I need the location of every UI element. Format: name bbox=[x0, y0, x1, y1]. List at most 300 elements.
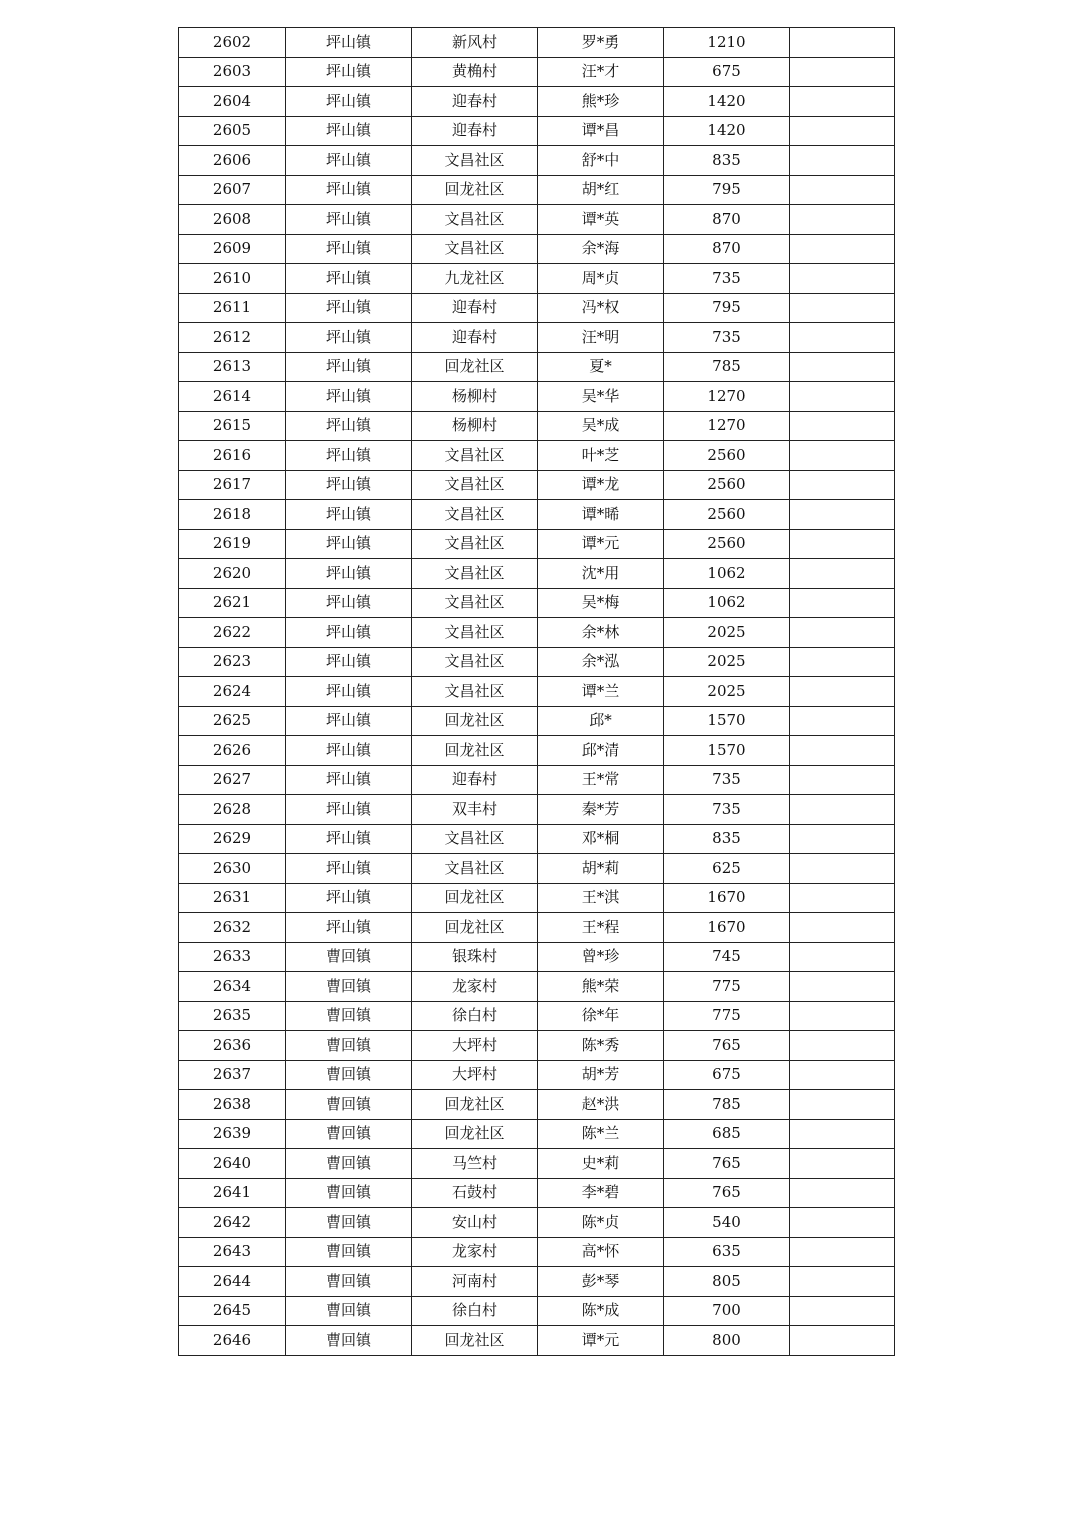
amount-cell: 745 bbox=[664, 942, 790, 972]
note-cell bbox=[790, 706, 895, 736]
table-row bbox=[179, 441, 895, 471]
amount-cell: 2025 bbox=[664, 677, 790, 707]
amount-cell: 1062 bbox=[664, 588, 790, 618]
village-cell: 文昌社区 bbox=[412, 529, 538, 559]
note-cell bbox=[790, 677, 895, 707]
table-row bbox=[179, 972, 895, 1002]
row-number-cell: 2620 bbox=[179, 559, 286, 589]
row-number-cell: 2610 bbox=[179, 264, 286, 294]
note-cell bbox=[790, 1031, 895, 1061]
village-cell: 迎春村 bbox=[412, 765, 538, 795]
row-number-cell: 2632 bbox=[179, 913, 286, 943]
table-row bbox=[179, 28, 895, 58]
note-cell bbox=[790, 146, 895, 176]
town-cell: 坪山镇 bbox=[286, 323, 412, 353]
note-cell bbox=[790, 382, 895, 412]
row-number-cell: 2619 bbox=[179, 529, 286, 559]
row-number-cell: 2613 bbox=[179, 352, 286, 382]
note-cell bbox=[790, 57, 895, 87]
village-cell: 徐白村 bbox=[412, 1001, 538, 1031]
amount-cell: 2560 bbox=[664, 529, 790, 559]
amount-cell: 735 bbox=[664, 264, 790, 294]
table-row bbox=[179, 765, 895, 795]
town-cell: 坪山镇 bbox=[286, 765, 412, 795]
name-cell: 秦*芳 bbox=[538, 795, 664, 825]
village-cell: 迎春村 bbox=[412, 293, 538, 323]
village-cell: 九龙社区 bbox=[412, 264, 538, 294]
table-row bbox=[179, 352, 895, 382]
name-cell: 谭*兰 bbox=[538, 677, 664, 707]
table-row bbox=[179, 1001, 895, 1031]
amount-cell: 2025 bbox=[664, 647, 790, 677]
table-row bbox=[179, 854, 895, 884]
note-cell bbox=[790, 736, 895, 766]
name-cell: 冯*权 bbox=[538, 293, 664, 323]
town-cell: 曹回镇 bbox=[286, 1119, 412, 1149]
row-number-cell: 2639 bbox=[179, 1119, 286, 1149]
name-cell: 谭*龙 bbox=[538, 470, 664, 500]
name-cell: 余*泓 bbox=[538, 647, 664, 677]
village-cell: 文昌社区 bbox=[412, 205, 538, 235]
name-cell: 王*程 bbox=[538, 913, 664, 943]
town-cell: 曹回镇 bbox=[286, 1237, 412, 1267]
amount-cell: 1670 bbox=[664, 883, 790, 913]
row-number-cell: 2645 bbox=[179, 1296, 286, 1326]
name-cell: 汪*才 bbox=[538, 57, 664, 87]
name-cell: 谭*元 bbox=[538, 1326, 664, 1356]
town-cell: 坪山镇 bbox=[286, 559, 412, 589]
table-row bbox=[179, 323, 895, 353]
amount-cell: 805 bbox=[664, 1267, 790, 1297]
village-cell: 回龙社区 bbox=[412, 175, 538, 205]
amount-cell: 765 bbox=[664, 1149, 790, 1179]
row-number-cell: 2608 bbox=[179, 205, 286, 235]
village-cell: 文昌社区 bbox=[412, 588, 538, 618]
note-cell bbox=[790, 1119, 895, 1149]
row-number-cell: 2643 bbox=[179, 1237, 286, 1267]
village-cell: 石鼓村 bbox=[412, 1178, 538, 1208]
village-cell: 文昌社区 bbox=[412, 647, 538, 677]
village-cell: 回龙社区 bbox=[412, 1326, 538, 1356]
town-cell: 坪山镇 bbox=[286, 264, 412, 294]
name-cell: 陈*成 bbox=[538, 1296, 664, 1326]
note-cell bbox=[790, 1001, 895, 1031]
amount-cell: 775 bbox=[664, 972, 790, 1002]
name-cell: 陈*兰 bbox=[538, 1119, 664, 1149]
name-cell: 王*淇 bbox=[538, 883, 664, 913]
name-cell: 沈*用 bbox=[538, 559, 664, 589]
amount-cell: 1420 bbox=[664, 87, 790, 117]
table-row bbox=[179, 1090, 895, 1120]
note-cell bbox=[790, 1208, 895, 1238]
name-cell: 余*海 bbox=[538, 234, 664, 264]
table-row bbox=[179, 234, 895, 264]
row-number-cell: 2611 bbox=[179, 293, 286, 323]
town-cell: 坪山镇 bbox=[286, 28, 412, 58]
village-cell: 迎春村 bbox=[412, 87, 538, 117]
table-row bbox=[179, 293, 895, 323]
records-table-body bbox=[179, 28, 895, 1356]
table-row bbox=[179, 824, 895, 854]
note-cell bbox=[790, 883, 895, 913]
name-cell: 李*碧 bbox=[538, 1178, 664, 1208]
village-cell: 文昌社区 bbox=[412, 234, 538, 264]
note-cell bbox=[790, 87, 895, 117]
town-cell: 坪山镇 bbox=[286, 116, 412, 146]
note-cell bbox=[790, 854, 895, 884]
name-cell: 陈*秀 bbox=[538, 1031, 664, 1061]
row-number-cell: 2622 bbox=[179, 618, 286, 648]
town-cell: 曹回镇 bbox=[286, 1178, 412, 1208]
row-number-cell: 2625 bbox=[179, 706, 286, 736]
town-cell: 曹回镇 bbox=[286, 1208, 412, 1238]
table-row bbox=[179, 795, 895, 825]
amount-cell: 785 bbox=[664, 1090, 790, 1120]
amount-cell: 785 bbox=[664, 352, 790, 382]
row-number-cell: 2617 bbox=[179, 470, 286, 500]
village-cell: 文昌社区 bbox=[412, 677, 538, 707]
amount-cell: 870 bbox=[664, 234, 790, 264]
town-cell: 曹回镇 bbox=[286, 972, 412, 1002]
records-table bbox=[178, 27, 895, 1356]
name-cell: 熊*荣 bbox=[538, 972, 664, 1002]
name-cell: 史*莉 bbox=[538, 1149, 664, 1179]
table-row bbox=[179, 411, 895, 441]
town-cell: 曹回镇 bbox=[286, 1031, 412, 1061]
name-cell: 熊*珍 bbox=[538, 87, 664, 117]
note-cell bbox=[790, 765, 895, 795]
amount-cell: 765 bbox=[664, 1031, 790, 1061]
row-number-cell: 2629 bbox=[179, 824, 286, 854]
name-cell: 舒*中 bbox=[538, 146, 664, 176]
amount-cell: 735 bbox=[664, 765, 790, 795]
note-cell bbox=[790, 1326, 895, 1356]
row-number-cell: 2604 bbox=[179, 87, 286, 117]
village-cell: 迎春村 bbox=[412, 323, 538, 353]
row-number-cell: 2621 bbox=[179, 588, 286, 618]
note-cell bbox=[790, 264, 895, 294]
town-cell: 坪山镇 bbox=[286, 205, 412, 235]
amount-cell: 765 bbox=[664, 1178, 790, 1208]
table-row bbox=[179, 205, 895, 235]
table-row bbox=[179, 942, 895, 972]
village-cell: 回龙社区 bbox=[412, 736, 538, 766]
table-row bbox=[179, 618, 895, 648]
row-number-cell: 2615 bbox=[179, 411, 286, 441]
row-number-cell: 2609 bbox=[179, 234, 286, 264]
note-cell bbox=[790, 1296, 895, 1326]
amount-cell: 1570 bbox=[664, 706, 790, 736]
amount-cell: 2560 bbox=[664, 500, 790, 530]
amount-cell: 735 bbox=[664, 323, 790, 353]
table-row bbox=[179, 883, 895, 913]
amount-cell: 735 bbox=[664, 795, 790, 825]
note-cell bbox=[790, 647, 895, 677]
amount-cell: 685 bbox=[664, 1119, 790, 1149]
name-cell: 余*林 bbox=[538, 618, 664, 648]
note-cell bbox=[790, 588, 895, 618]
table-row bbox=[179, 1060, 895, 1090]
name-cell: 谭*晞 bbox=[538, 500, 664, 530]
village-cell: 回龙社区 bbox=[412, 1119, 538, 1149]
row-number-cell: 2627 bbox=[179, 765, 286, 795]
table-row bbox=[179, 1149, 895, 1179]
amount-cell: 675 bbox=[664, 1060, 790, 1090]
village-cell: 回龙社区 bbox=[412, 706, 538, 736]
town-cell: 坪山镇 bbox=[286, 736, 412, 766]
row-number-cell: 2644 bbox=[179, 1267, 286, 1297]
name-cell: 徐*年 bbox=[538, 1001, 664, 1031]
table-row bbox=[179, 588, 895, 618]
amount-cell: 2560 bbox=[664, 441, 790, 471]
town-cell: 曹回镇 bbox=[286, 1060, 412, 1090]
village-cell: 大坪村 bbox=[412, 1060, 538, 1090]
name-cell: 胡*红 bbox=[538, 175, 664, 205]
town-cell: 曹回镇 bbox=[286, 1267, 412, 1297]
village-cell: 安山村 bbox=[412, 1208, 538, 1238]
table-row bbox=[179, 116, 895, 146]
village-cell: 文昌社区 bbox=[412, 470, 538, 500]
town-cell: 坪山镇 bbox=[286, 234, 412, 264]
town-cell: 坪山镇 bbox=[286, 913, 412, 943]
amount-cell: 635 bbox=[664, 1237, 790, 1267]
village-cell: 双丰村 bbox=[412, 795, 538, 825]
amount-cell: 540 bbox=[664, 1208, 790, 1238]
table-row bbox=[179, 1031, 895, 1061]
row-number-cell: 2637 bbox=[179, 1060, 286, 1090]
name-cell: 王*常 bbox=[538, 765, 664, 795]
table-row bbox=[179, 706, 895, 736]
note-cell bbox=[790, 293, 895, 323]
name-cell: 谭*元 bbox=[538, 529, 664, 559]
amount-cell: 870 bbox=[664, 205, 790, 235]
row-number-cell: 2602 bbox=[179, 28, 286, 58]
village-cell: 马竺村 bbox=[412, 1149, 538, 1179]
amount-cell: 2025 bbox=[664, 618, 790, 648]
table-row bbox=[179, 1296, 895, 1326]
village-cell: 黄桷村 bbox=[412, 57, 538, 87]
amount-cell: 835 bbox=[664, 146, 790, 176]
village-cell: 龙家村 bbox=[412, 972, 538, 1002]
row-number-cell: 2642 bbox=[179, 1208, 286, 1238]
town-cell: 曹回镇 bbox=[286, 1326, 412, 1356]
town-cell: 坪山镇 bbox=[286, 706, 412, 736]
note-cell bbox=[790, 1090, 895, 1120]
note-cell bbox=[790, 352, 895, 382]
name-cell: 周*贞 bbox=[538, 264, 664, 294]
note-cell bbox=[790, 942, 895, 972]
table-row bbox=[179, 1178, 895, 1208]
amount-cell: 1270 bbox=[664, 411, 790, 441]
row-number-cell: 2623 bbox=[179, 647, 286, 677]
table-row bbox=[179, 382, 895, 412]
row-number-cell: 2641 bbox=[179, 1178, 286, 1208]
table-row bbox=[179, 57, 895, 87]
table-row bbox=[179, 677, 895, 707]
town-cell: 坪山镇 bbox=[286, 677, 412, 707]
town-cell: 坪山镇 bbox=[286, 441, 412, 471]
table-row bbox=[179, 470, 895, 500]
table-row bbox=[179, 500, 895, 530]
table-row bbox=[179, 529, 895, 559]
table-row bbox=[179, 87, 895, 117]
town-cell: 坪山镇 bbox=[286, 470, 412, 500]
village-cell: 龙家村 bbox=[412, 1237, 538, 1267]
name-cell: 吴*梅 bbox=[538, 588, 664, 618]
town-cell: 坪山镇 bbox=[286, 883, 412, 913]
town-cell: 坪山镇 bbox=[286, 588, 412, 618]
note-cell bbox=[790, 441, 895, 471]
name-cell: 吴*成 bbox=[538, 411, 664, 441]
name-cell: 高*怀 bbox=[538, 1237, 664, 1267]
note-cell bbox=[790, 1178, 895, 1208]
village-cell: 文昌社区 bbox=[412, 500, 538, 530]
row-number-cell: 2638 bbox=[179, 1090, 286, 1120]
village-cell: 徐白村 bbox=[412, 1296, 538, 1326]
name-cell: 胡*莉 bbox=[538, 854, 664, 884]
name-cell: 邱* bbox=[538, 706, 664, 736]
row-number-cell: 2631 bbox=[179, 883, 286, 913]
amount-cell: 675 bbox=[664, 57, 790, 87]
row-number-cell: 2612 bbox=[179, 323, 286, 353]
note-cell bbox=[790, 1237, 895, 1267]
table-row bbox=[179, 647, 895, 677]
row-number-cell: 2628 bbox=[179, 795, 286, 825]
table-row bbox=[179, 1119, 895, 1149]
name-cell: 赵*洪 bbox=[538, 1090, 664, 1120]
amount-cell: 795 bbox=[664, 293, 790, 323]
name-cell: 吴*华 bbox=[538, 382, 664, 412]
note-cell bbox=[790, 972, 895, 1002]
note-cell bbox=[790, 205, 895, 235]
town-cell: 坪山镇 bbox=[286, 146, 412, 176]
village-cell: 大坪村 bbox=[412, 1031, 538, 1061]
village-cell: 文昌社区 bbox=[412, 854, 538, 884]
amount-cell: 700 bbox=[664, 1296, 790, 1326]
town-cell: 坪山镇 bbox=[286, 352, 412, 382]
town-cell: 曹回镇 bbox=[286, 1149, 412, 1179]
town-cell: 坪山镇 bbox=[286, 854, 412, 884]
table-row bbox=[179, 1267, 895, 1297]
name-cell: 邱*清 bbox=[538, 736, 664, 766]
amount-cell: 835 bbox=[664, 824, 790, 854]
row-number-cell: 2646 bbox=[179, 1326, 286, 1356]
village-cell: 文昌社区 bbox=[412, 146, 538, 176]
town-cell: 坪山镇 bbox=[286, 647, 412, 677]
note-cell bbox=[790, 529, 895, 559]
note-cell bbox=[790, 1060, 895, 1090]
table-row bbox=[179, 175, 895, 205]
village-cell: 文昌社区 bbox=[412, 441, 538, 471]
town-cell: 坪山镇 bbox=[286, 293, 412, 323]
village-cell: 迎春村 bbox=[412, 116, 538, 146]
village-cell: 文昌社区 bbox=[412, 824, 538, 854]
town-cell: 坪山镇 bbox=[286, 382, 412, 412]
town-cell: 坪山镇 bbox=[286, 175, 412, 205]
town-cell: 坪山镇 bbox=[286, 411, 412, 441]
row-number-cell: 2626 bbox=[179, 736, 286, 766]
town-cell: 曹回镇 bbox=[286, 1296, 412, 1326]
note-cell bbox=[790, 323, 895, 353]
note-cell bbox=[790, 500, 895, 530]
village-cell: 文昌社区 bbox=[412, 559, 538, 589]
row-number-cell: 2618 bbox=[179, 500, 286, 530]
name-cell: 曾*珍 bbox=[538, 942, 664, 972]
note-cell bbox=[790, 411, 895, 441]
town-cell: 曹回镇 bbox=[286, 942, 412, 972]
row-number-cell: 2633 bbox=[179, 942, 286, 972]
note-cell bbox=[790, 824, 895, 854]
village-cell: 新风村 bbox=[412, 28, 538, 58]
note-cell bbox=[790, 913, 895, 943]
village-cell: 文昌社区 bbox=[412, 618, 538, 648]
table-row bbox=[179, 1237, 895, 1267]
town-cell: 曹回镇 bbox=[286, 1090, 412, 1120]
row-number-cell: 2640 bbox=[179, 1149, 286, 1179]
note-cell bbox=[790, 470, 895, 500]
town-cell: 坪山镇 bbox=[286, 824, 412, 854]
village-cell: 回龙社区 bbox=[412, 1090, 538, 1120]
table-row bbox=[179, 1326, 895, 1356]
village-cell: 杨柳村 bbox=[412, 382, 538, 412]
name-cell: 夏* bbox=[538, 352, 664, 382]
note-cell bbox=[790, 116, 895, 146]
village-cell: 回龙社区 bbox=[412, 913, 538, 943]
amount-cell: 1420 bbox=[664, 116, 790, 146]
name-cell: 谭*英 bbox=[538, 205, 664, 235]
amount-cell: 1270 bbox=[664, 382, 790, 412]
village-cell: 回龙社区 bbox=[412, 352, 538, 382]
table-row bbox=[179, 559, 895, 589]
name-cell: 汪*明 bbox=[538, 323, 664, 353]
town-cell: 坪山镇 bbox=[286, 57, 412, 87]
village-cell: 河南村 bbox=[412, 1267, 538, 1297]
row-number-cell: 2624 bbox=[179, 677, 286, 707]
amount-cell: 800 bbox=[664, 1326, 790, 1356]
row-number-cell: 2607 bbox=[179, 175, 286, 205]
table-row bbox=[179, 1208, 895, 1238]
amount-cell: 1570 bbox=[664, 736, 790, 766]
row-number-cell: 2605 bbox=[179, 116, 286, 146]
table-row bbox=[179, 146, 895, 176]
note-cell bbox=[790, 795, 895, 825]
table-row bbox=[179, 264, 895, 294]
village-cell: 杨柳村 bbox=[412, 411, 538, 441]
amount-cell: 775 bbox=[664, 1001, 790, 1031]
row-number-cell: 2616 bbox=[179, 441, 286, 471]
amount-cell: 1210 bbox=[664, 28, 790, 58]
town-cell: 坪山镇 bbox=[286, 87, 412, 117]
note-cell bbox=[790, 175, 895, 205]
row-number-cell: 2603 bbox=[179, 57, 286, 87]
row-number-cell: 2606 bbox=[179, 146, 286, 176]
town-cell: 坪山镇 bbox=[286, 618, 412, 648]
row-number-cell: 2630 bbox=[179, 854, 286, 884]
town-cell: 坪山镇 bbox=[286, 500, 412, 530]
name-cell: 彭*琴 bbox=[538, 1267, 664, 1297]
town-cell: 坪山镇 bbox=[286, 529, 412, 559]
village-cell: 银珠村 bbox=[412, 942, 538, 972]
table-row bbox=[179, 913, 895, 943]
row-number-cell: 2636 bbox=[179, 1031, 286, 1061]
amount-cell: 2560 bbox=[664, 470, 790, 500]
note-cell bbox=[790, 28, 895, 58]
amount-cell: 795 bbox=[664, 175, 790, 205]
village-cell: 回龙社区 bbox=[412, 883, 538, 913]
table-row bbox=[179, 736, 895, 766]
name-cell: 胡*芳 bbox=[538, 1060, 664, 1090]
note-cell bbox=[790, 1267, 895, 1297]
